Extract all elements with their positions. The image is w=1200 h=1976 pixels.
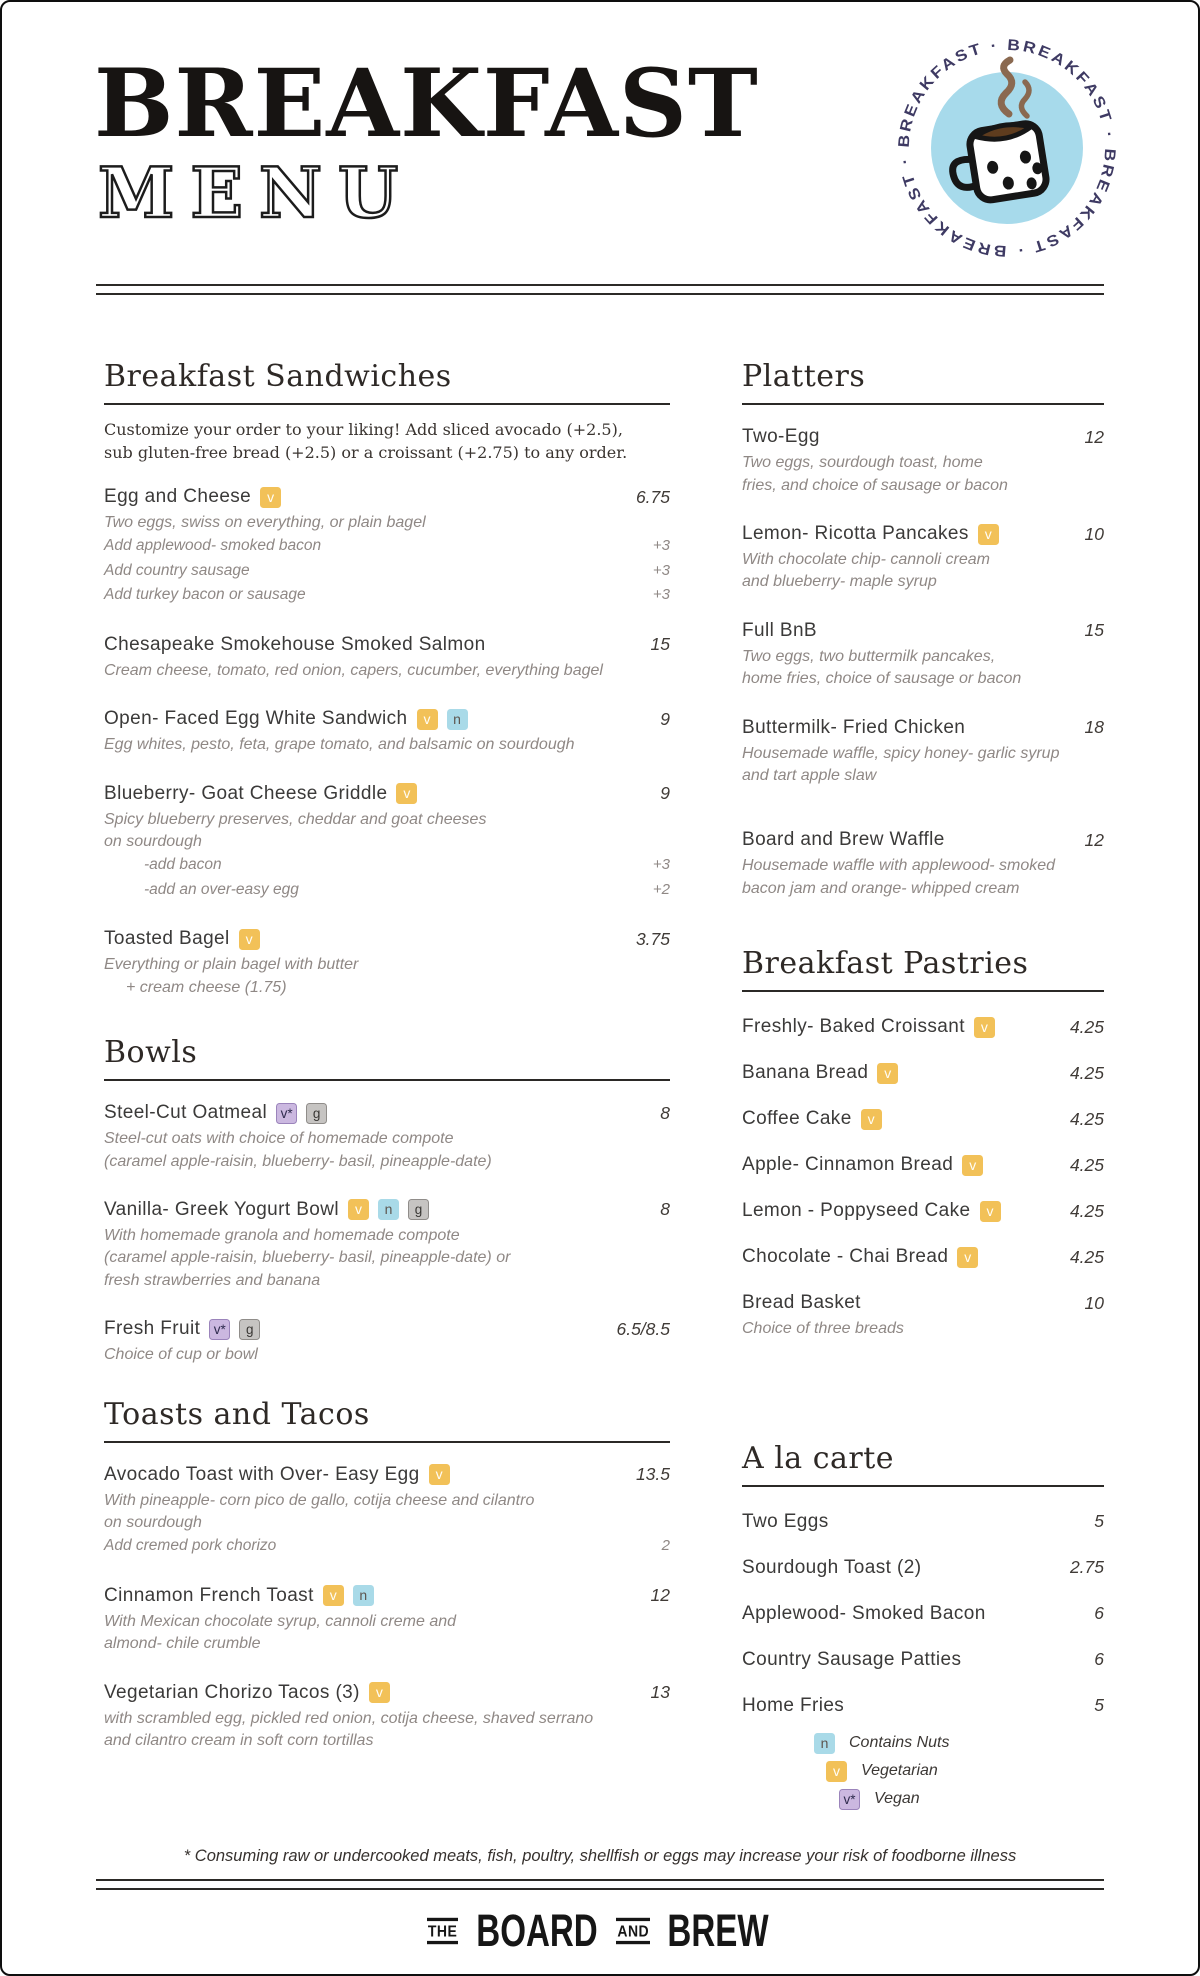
- item-addon: [104, 583, 670, 607]
- section-rule: [104, 1079, 670, 1081]
- menu-item-lemon-poppyseed-cake: [742, 1200, 1104, 1222]
- section-platters: [742, 359, 1104, 900]
- page-subtitle-menu: MENU: [98, 153, 415, 235]
- menu-item-steel-cut-oatmeal: [104, 1102, 670, 1173]
- item-addon: [104, 853, 670, 877]
- item-desc: + cream cheese (1.75): [126, 978, 287, 996]
- item-desc: Spicy blueberry preserves, cheddar and goat cheeses: [104, 810, 487, 828]
- item-desc: With chocolate chip- cannoli cream: [742, 551, 990, 569]
- badge-vegetarian-icon: v: [980, 1201, 1001, 1222]
- item-price: 6: [1094, 1649, 1104, 1670]
- item-price: 4.25: [1069, 1200, 1104, 1221]
- item-desc: almond- chile crumble: [104, 1635, 261, 1653]
- legend-row-nuts: [742, 1733, 1104, 1754]
- item-desc: With pineapple- corn pico de gallo, cotija cheese and cilantro: [104, 1491, 535, 1509]
- badge-gluten-icon: g: [408, 1199, 429, 1220]
- menu-item-country-sausage-patties: [742, 1649, 1104, 1671]
- item-price: 12: [1084, 426, 1104, 447]
- item-price: 12: [1084, 829, 1104, 850]
- item-price: 4.25: [1069, 1108, 1104, 1129]
- page-title: BREAKFAST: [94, 49, 759, 159]
- badge-vegan-icon: v*: [276, 1103, 297, 1124]
- badge-gluten-icon: g: [239, 1319, 260, 1340]
- menu-item-croissant: [742, 1016, 1104, 1038]
- item-desc: Steel-cut oats with choice of homemade compote: [104, 1130, 454, 1148]
- brand-word-brew: BREW: [667, 1904, 769, 1956]
- badge-vegetarian-icon: v: [239, 929, 260, 950]
- menu-item-home-fries: [742, 1695, 1104, 1717]
- legend-label: Vegan: [874, 1790, 920, 1808]
- item-price: 6: [1094, 1603, 1104, 1624]
- badge-nuts-icon: n: [378, 1199, 399, 1220]
- addon-price: +3: [652, 537, 670, 555]
- addon-price: +3: [652, 856, 670, 874]
- legend-label: Vegetarian: [861, 1762, 938, 1780]
- item-price: 15: [650, 634, 670, 655]
- item-desc: Two eggs, two buttermilk pancakes,: [742, 647, 996, 665]
- item-name: Coffee Cake: [742, 1108, 852, 1130]
- item-price: 10: [1084, 523, 1104, 544]
- addon-price: +3: [652, 561, 670, 579]
- item-desc: fresh strawberries and banana: [104, 1271, 321, 1289]
- item-addon: [104, 1534, 670, 1558]
- item-desc: Two eggs, swiss on everything, or plain bagel: [104, 514, 426, 532]
- item-price: 4.25: [1069, 1062, 1104, 1083]
- item-price: 18: [1084, 717, 1104, 738]
- menu-item-two-eggs: [742, 1511, 1104, 1533]
- item-name: Egg and Cheese: [104, 486, 252, 508]
- footer-divider: [96, 1879, 1104, 1890]
- section-rule: [742, 403, 1104, 405]
- item-addon: [104, 878, 670, 902]
- item-desc: with scrambled egg, pickled red onion, cotija cheese, shaved serrano: [104, 1709, 594, 1727]
- item-addon: [104, 559, 670, 583]
- item-name: Chesapeake Smokehouse Smoked Salmon: [104, 633, 486, 655]
- badge-vegetarian-icon: v: [861, 1109, 882, 1130]
- badge-vegetarian-icon: v: [396, 783, 417, 804]
- badge-vegetarian-icon: v: [877, 1063, 898, 1084]
- item-price: 9: [660, 708, 670, 729]
- badge-gluten-icon: g: [306, 1103, 327, 1124]
- page-footer: [2, 1847, 1198, 1974]
- item-name: Buttermilk- Fried Chicken: [742, 716, 966, 738]
- item-name: Country Sausage Patties: [742, 1648, 962, 1670]
- intro-line: sub gluten-free bread (+2.5) or a croissant (+2.75) to any order.: [104, 443, 628, 463]
- item-price: 6.5/8.5: [616, 1318, 670, 1339]
- item-desc: and blueberry- maple syrup: [742, 573, 937, 591]
- badge-vegetarian-icon: v: [957, 1247, 978, 1268]
- item-name: Banana Bread: [742, 1062, 869, 1084]
- item-desc: on sourdough: [104, 1513, 202, 1531]
- board-and-brew-logo: [2, 1904, 1198, 1956]
- menu-content: [104, 359, 1104, 1809]
- menu-item-avocado-toast: [104, 1464, 670, 1559]
- legend-row-vegan: [742, 1789, 1104, 1810]
- item-name: Blueberry- Goat Cheese Griddle: [104, 782, 388, 804]
- item-price: 10: [1084, 1292, 1104, 1313]
- item-price: 8: [660, 1102, 670, 1123]
- left-column: [104, 359, 670, 1809]
- menu-item-two-egg: [742, 426, 1104, 497]
- item-price: 6.75: [635, 486, 670, 507]
- item-name: Lemon- Ricotta Pancakes: [742, 523, 969, 545]
- section-title: Bowls: [104, 1035, 198, 1071]
- item-addon: [104, 534, 670, 558]
- item-price: 4.25: [1069, 1016, 1104, 1037]
- item-name: Freshly- Baked Croissant: [742, 1016, 965, 1038]
- menu-item-full-bnb: [742, 620, 1104, 691]
- addon-text: Add turkey bacon or sausage: [104, 586, 306, 604]
- badge-vegan-icon: v*: [209, 1319, 230, 1340]
- section-a-la-carte: [742, 1441, 1104, 1810]
- menu-item-buttermilk-fried-chicken: [742, 717, 1104, 788]
- item-desc: (caramel apple-raisin, blueberry- basil, pineapple-date) or: [104, 1249, 511, 1267]
- menu-item-sourdough-toast: [742, 1557, 1104, 1579]
- item-name: Full BnB: [742, 619, 818, 641]
- item-desc: Cream cheese, tomato, red onion, capers, cucumber, everything bagel: [104, 661, 603, 679]
- menu-item-vegetarian-chorizo-tacos: [104, 1682, 670, 1753]
- item-price: 13.5: [635, 1464, 670, 1485]
- menu-item-banana-bread: [742, 1062, 1104, 1084]
- badge-vegetarian-icon: v: [974, 1017, 995, 1038]
- item-price: 2.75: [1069, 1557, 1104, 1578]
- item-price: 3.75: [635, 928, 670, 949]
- menu-item-egg-and-cheese: [104, 486, 670, 608]
- menu-item-greek-yogurt-bowl: [104, 1199, 670, 1292]
- item-name: Vegetarian Chorizo Tacos (3): [104, 1681, 360, 1703]
- item-name: Lemon - Poppyseed Cake: [742, 1200, 971, 1222]
- badge-vegetarian-icon: v: [962, 1155, 983, 1176]
- item-price: 8: [660, 1199, 670, 1220]
- menu-item-bread-basket: [742, 1292, 1104, 1340]
- menu-item-fresh-fruit: [104, 1318, 670, 1366]
- brand-word-board: BOARD: [476, 1904, 599, 1956]
- addon-price: +2: [652, 880, 670, 898]
- section-rule: [742, 990, 1104, 992]
- item-desc: With homemade granola and homemade compote: [104, 1226, 460, 1244]
- badge-vegetarian-icon: v: [323, 1585, 344, 1606]
- item-desc: Choice of cup or bowl: [104, 1346, 258, 1364]
- item-desc: on sourdough: [104, 833, 202, 851]
- item-name: Two-Egg: [742, 426, 820, 448]
- item-name: Applewood- Smoked Bacon: [742, 1602, 986, 1624]
- item-desc: and cilantro cream in soft corn tortillas: [104, 1731, 374, 1749]
- section-intro: [104, 419, 670, 465]
- item-desc: bacon jam and orange- whipped cream: [742, 879, 1020, 897]
- stamp-ring-text: BREAKFAST · BREAKFAST · BREAKFAST · BREAKFAST ·: [895, 36, 1119, 260]
- section-toasts-and-tacos: [104, 1397, 670, 1753]
- item-price: 9: [660, 783, 670, 804]
- badge-nuts-icon: n: [814, 1733, 835, 1754]
- badge-vegetarian-icon: v: [417, 709, 438, 730]
- item-desc: Housemade waffle with applewood- smoked: [742, 857, 1056, 875]
- addon-text: -add bacon: [144, 856, 222, 874]
- item-desc: Choice of three breads: [742, 1320, 904, 1338]
- badge-vegetarian-icon: v: [429, 1464, 450, 1485]
- item-name: Vanilla- Greek Yogurt Bowl: [104, 1198, 340, 1220]
- menu-item-egg-white-sandwich: [104, 708, 670, 756]
- item-price: 4.25: [1069, 1154, 1104, 1175]
- section-title: Breakfast Pastries: [742, 946, 1029, 982]
- item-name: Board and Brew Waffle: [742, 829, 945, 851]
- menu-item-smoked-salmon: [104, 634, 670, 682]
- consumption-disclaimer: * Consuming raw or undercooked meats, fish, poultry, shellfish or eggs may increase your risk of foodborne illness: [183, 1847, 1017, 1865]
- item-name: Apple- Cinnamon Bread: [742, 1154, 954, 1176]
- item-name: Cinnamon French Toast: [104, 1584, 314, 1606]
- item-desc: (caramel apple-raisin, blueberry- basil, pineapple-date): [104, 1152, 492, 1170]
- item-price: 5: [1094, 1695, 1104, 1716]
- item-desc: Egg whites, pesto, feta, grape tomato, and balsamic on sourdough: [104, 736, 575, 754]
- badge-nuts-icon: n: [447, 709, 468, 730]
- menu-item-cinnamon-french-toast: [104, 1585, 670, 1656]
- menu-item-apple-cinnamon-bread: [742, 1154, 1104, 1176]
- item-desc: fries, and choice of sausage or bacon: [742, 476, 1008, 494]
- menu-item-lemon-ricotta-pancakes: [742, 523, 1104, 594]
- item-name: Toasted Bagel: [104, 928, 230, 950]
- dietary-legend: [742, 1733, 1104, 1810]
- section-title: A la carte: [742, 1440, 895, 1476]
- item-name: Bread Basket: [742, 1292, 861, 1314]
- menu-item-applewood-smoked-bacon: [742, 1603, 1104, 1625]
- item-name: Home Fries: [742, 1694, 845, 1716]
- item-price: 5: [1094, 1511, 1104, 1532]
- brand-word-the: THE: [427, 1918, 459, 1944]
- legend-label: Contains Nuts: [849, 1734, 950, 1752]
- badge-vegetarian-icon: v: [369, 1682, 390, 1703]
- addon-text: Add country sausage: [104, 561, 250, 579]
- menu-item-toasted-bagel: [104, 928, 670, 999]
- section-rule: [742, 1485, 1104, 1487]
- legend-row-vegetarian: [742, 1761, 1104, 1782]
- header-divider: [96, 284, 1104, 295]
- item-desc: Housemade waffle, spicy honey- garlic syrup: [742, 744, 1060, 762]
- item-name: Two Eggs: [742, 1510, 829, 1532]
- section-rule: [104, 403, 670, 405]
- addon-text: -add an over-easy egg: [144, 880, 299, 898]
- badge-vegetarian-icon: v: [348, 1199, 369, 1220]
- badge-nuts-icon: n: [353, 1585, 374, 1606]
- section-title: Breakfast Sandwiches: [104, 359, 452, 395]
- section-title: Toasts and Tacos: [104, 1396, 370, 1432]
- section-breakfast-sandwiches: [104, 359, 670, 999]
- item-price: 4.25: [1069, 1246, 1104, 1267]
- section-rule: [104, 1441, 670, 1443]
- item-name: Avocado Toast with Over- Easy Egg: [104, 1463, 420, 1485]
- breakfast-stamp-logo: [893, 34, 1121, 262]
- addon-text: Add applewood- smoked bacon: [104, 537, 322, 555]
- item-desc: Two eggs, sourdough toast, home: [742, 454, 983, 472]
- item-price: 15: [1084, 620, 1104, 641]
- item-price: 12: [650, 1585, 670, 1606]
- menu-item-board-and-brew-waffle: [742, 829, 1104, 900]
- section-bowls: [104, 1035, 670, 1366]
- right-column: [742, 359, 1104, 1809]
- section-breakfast-pastries: [742, 946, 1104, 1340]
- item-name: Chocolate - Chai Bread: [742, 1246, 949, 1268]
- badge-vegetarian-icon: v: [260, 487, 281, 508]
- menu-item-coffee-cake: [742, 1108, 1104, 1130]
- badge-vegetarian-icon: v: [826, 1761, 847, 1782]
- section-title: Platters: [742, 359, 866, 395]
- badge-vegetarian-icon: v: [978, 524, 999, 545]
- addon-price: 2: [661, 1537, 670, 1555]
- item-name: Fresh Fruit: [104, 1318, 201, 1340]
- item-price: 13: [650, 1682, 670, 1703]
- brand-word-and: AND: [616, 1918, 650, 1944]
- intro-line: Customize your order to your liking! Add sliced avocado (+2.5),: [104, 420, 623, 440]
- item-name: Open- Faced Egg White Sandwich: [104, 708, 408, 730]
- item-name: Sourdough Toast (2): [742, 1556, 922, 1578]
- addon-price: +3: [652, 586, 670, 604]
- menu-item-chocolate-chai-bread: [742, 1246, 1104, 1268]
- item-desc: With Mexican chocolate syrup, cannoli creme and: [104, 1612, 457, 1630]
- item-desc: Everything or plain bagel with butter: [104, 956, 359, 974]
- badge-vegan-icon: v*: [839, 1789, 860, 1810]
- menu-item-blueberry-goat-cheese-griddle: [104, 783, 670, 903]
- addon-text: Add cremed pork chorizo: [104, 1537, 277, 1555]
- item-desc: home fries, choice of sausage or bacon: [742, 670, 1022, 688]
- item-name: Steel-Cut Oatmeal: [104, 1102, 268, 1124]
- item-desc: and tart apple slaw: [742, 767, 877, 785]
